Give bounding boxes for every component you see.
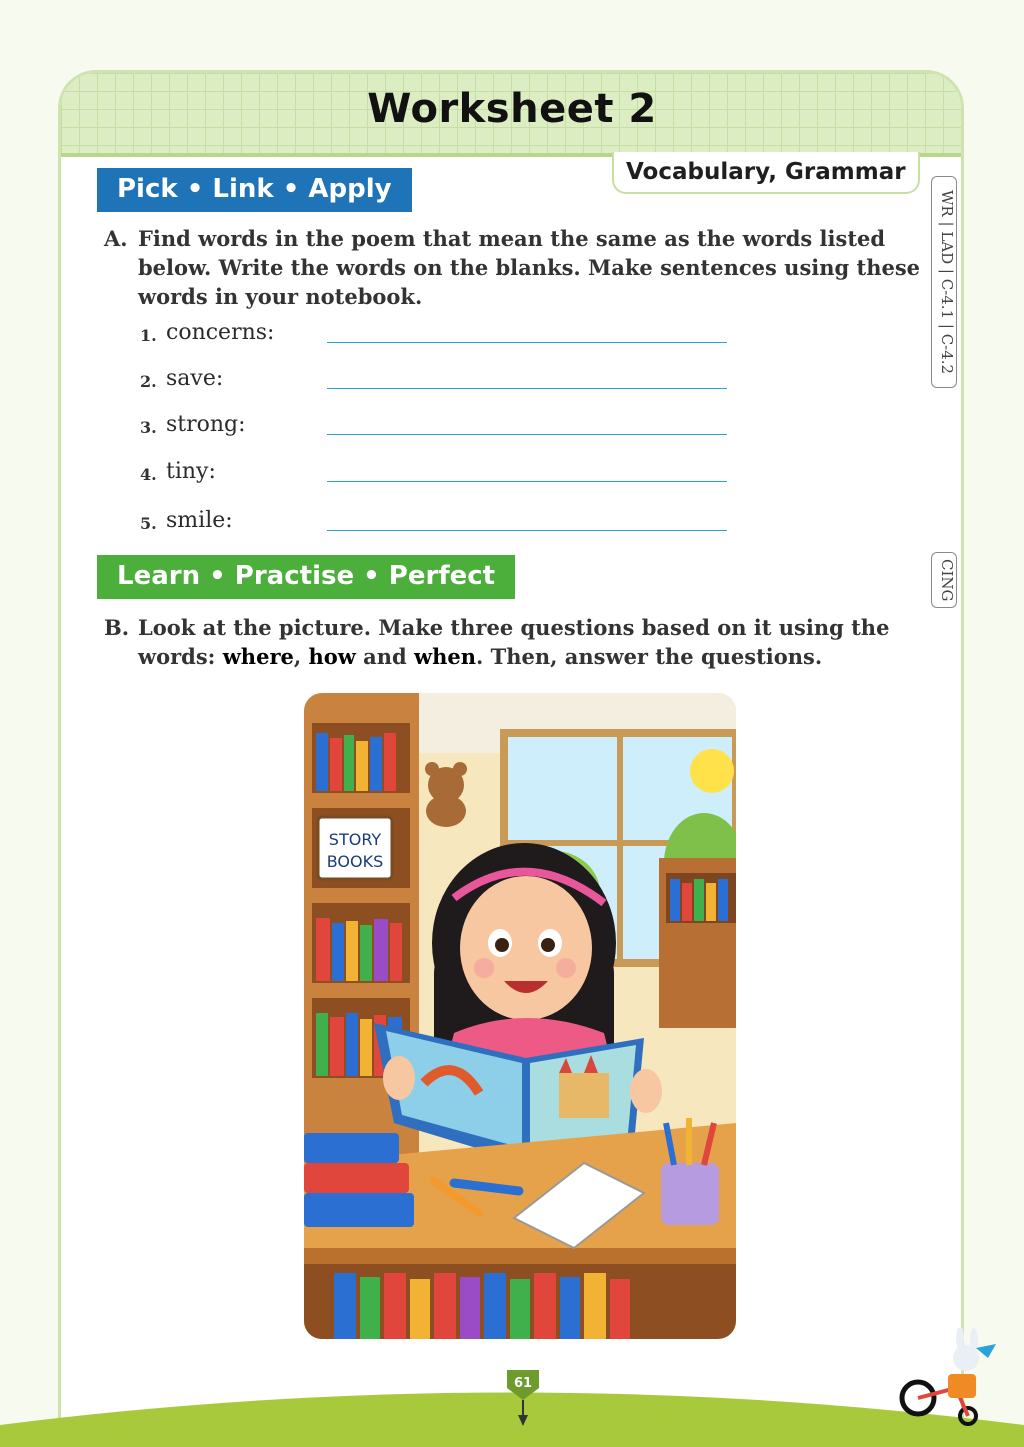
pencil-cup <box>661 1163 719 1225</box>
item-number: 5. <box>140 514 157 533</box>
sign-line2: BOOKS <box>326 852 384 871</box>
pick-link-apply-banner: Pick • Link • Apply <box>97 168 412 212</box>
item-word: concerns: <box>166 320 275 345</box>
learn-practise-perfect-banner: Learn • Practise • Perfect <box>97 555 515 599</box>
keyword-how: how <box>308 644 356 669</box>
question-a <box>104 224 924 309</box>
question-a-instruction: Find words in the poem that mean the same as the words listed below. Write the words on the blanks. Make sentences using these words in your notebook. <box>138 226 921 309</box>
separator: , <box>293 644 302 669</box>
item-number: 2. <box>140 372 157 391</box>
list-item <box>140 366 740 396</box>
girl-face <box>460 876 592 1020</box>
and-text: and <box>363 644 407 669</box>
answer-blank[interactable] <box>327 481 727 482</box>
list-item <box>140 459 740 489</box>
answer-blank[interactable] <box>327 434 727 435</box>
sun-icon <box>690 749 734 793</box>
skill-tag-top: WR | LAD | C-4.1 | C-4.2 <box>931 176 957 388</box>
answer-blank[interactable] <box>327 342 727 343</box>
item-number: 1. <box>140 326 157 345</box>
topic-tab: Vocabulary, Grammar <box>612 152 920 194</box>
worksheet-title: Worksheet 2 <box>367 86 657 132</box>
keyword-where: where <box>222 644 294 669</box>
question-b-text-end: . Then, answer the questions. <box>476 644 823 669</box>
answer-blank[interactable] <box>327 388 727 389</box>
rabbit-cyclist-mascot-icon <box>896 1328 1006 1428</box>
library-reading-illustration <box>304 693 736 1339</box>
question-b-label: B. <box>104 615 130 640</box>
question-a-label: A. <box>104 226 128 251</box>
skill-tag-cing: CING <box>931 552 957 608</box>
item-word: smile: <box>166 508 233 533</box>
list-item <box>140 320 740 350</box>
question-b-instruction <box>138 613 924 671</box>
question-b-text-start: Look at the picture. Make three questions based on it using the words: <box>138 615 890 669</box>
sign-line1: STORY <box>328 830 382 849</box>
item-word: strong: <box>166 412 246 437</box>
item-word: save: <box>166 366 224 391</box>
library-scene <box>304 693 736 1339</box>
item-word: tiny: <box>166 459 216 484</box>
page-number: 61 <box>513 1376 533 1391</box>
list-item <box>140 508 740 538</box>
item-number: 4. <box>140 465 157 484</box>
book-stack <box>304 1133 399 1163</box>
item-number: 3. <box>140 418 157 437</box>
question-b <box>104 613 924 669</box>
keyword-when: when <box>414 644 477 669</box>
list-item <box>140 412 740 442</box>
answer-blank[interactable] <box>327 530 727 531</box>
